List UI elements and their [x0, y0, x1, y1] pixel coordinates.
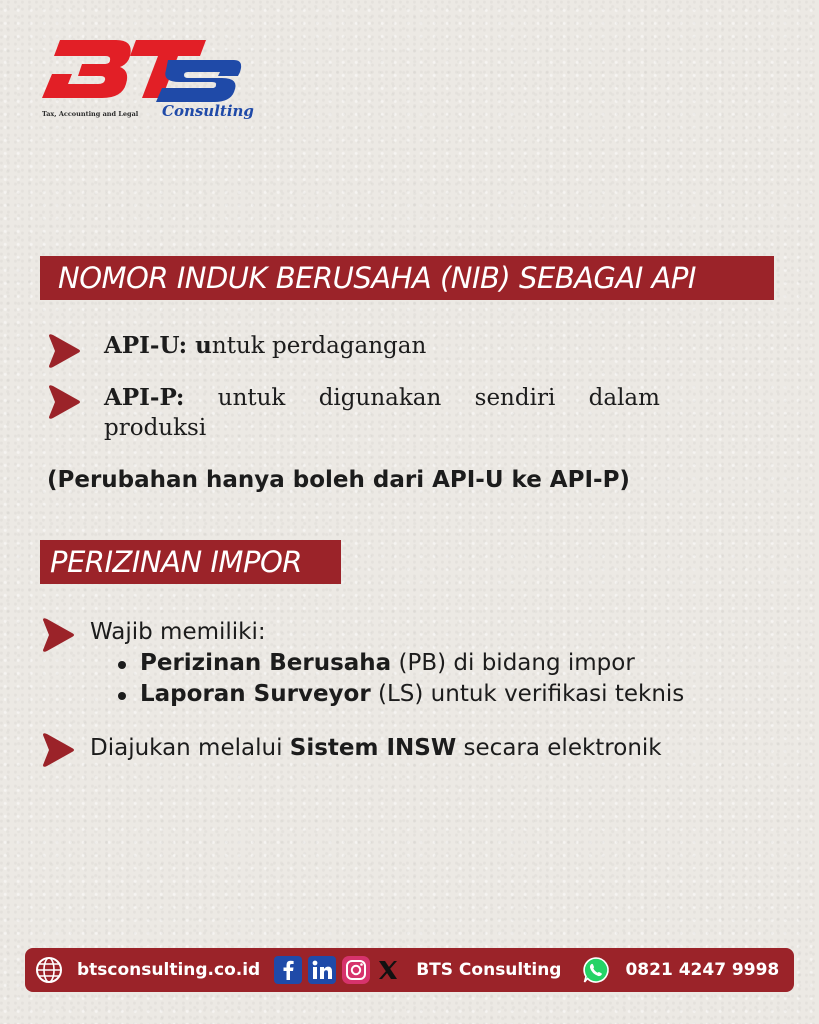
- api-p-word: sendiri: [474, 385, 556, 411]
- website-link[interactable]: btsconsulting.co.id: [77, 960, 261, 980]
- brand-logo: [38, 34, 254, 130]
- phone-number[interactable]: 0821 4247 9998: [625, 960, 780, 980]
- list-item: [114, 679, 684, 710]
- arrow-icon: [46, 384, 82, 420]
- insw-post: secara elektronik: [456, 735, 662, 761]
- api-u-label: API-U: u: [104, 332, 212, 359]
- bullet-rest: (LS) untuk verifikasi teknis: [370, 681, 685, 707]
- instagram-icon[interactable]: [342, 956, 370, 984]
- bullet-bold: Laporan Surveyor: [140, 681, 371, 707]
- linkedin-icon[interactable]: [308, 956, 336, 984]
- api-p-wrap: produksi: [104, 415, 207, 441]
- list-item-wajib: Wajib memiliki:: [90, 619, 266, 645]
- footer-bar: [25, 948, 794, 992]
- list-item-insw: [90, 733, 662, 763]
- list-item: [114, 648, 684, 679]
- arrow-icon: [46, 333, 82, 369]
- insw-pre: Diajukan melalui: [90, 735, 290, 761]
- facebook-icon[interactable]: [274, 956, 302, 984]
- logo-tagline: Tax, Accounting and Legal: [42, 110, 139, 118]
- api-p-word: untuk: [217, 385, 286, 411]
- api-p-word: digunakan: [318, 385, 442, 411]
- section-header-nib: NOMOR INDUK BERUSAHA (NIB) SEBAGAI API: [40, 256, 774, 300]
- requirements-list: [114, 648, 684, 710]
- logo-consulting: Consulting: [162, 102, 254, 120]
- arrow-icon: [40, 732, 76, 768]
- bullet-bold: Perizinan Berusaha: [140, 650, 392, 676]
- arrow-icon: [40, 617, 76, 653]
- list-item-api-p: [104, 383, 660, 443]
- note-text: (Perubahan hanya boleh dari API-U ke API-P): [47, 467, 630, 493]
- whatsapp-icon[interactable]: [581, 955, 611, 985]
- api-u-text: ntuk perdagangan: [211, 333, 427, 359]
- list-item-api-u: [104, 331, 426, 361]
- insw-bold: Sistem INSW: [289, 735, 457, 761]
- social-name: BTS Consulting: [416, 960, 562, 980]
- bullet-rest: (PB) di bidang impor: [391, 650, 635, 676]
- api-p-word: dalam: [588, 385, 660, 411]
- globe-icon[interactable]: [35, 956, 63, 984]
- x-icon[interactable]: [376, 958, 400, 982]
- section-header-impor: PERIZINAN IMPOR: [40, 540, 341, 584]
- api-p-label: API-P:: [104, 384, 185, 411]
